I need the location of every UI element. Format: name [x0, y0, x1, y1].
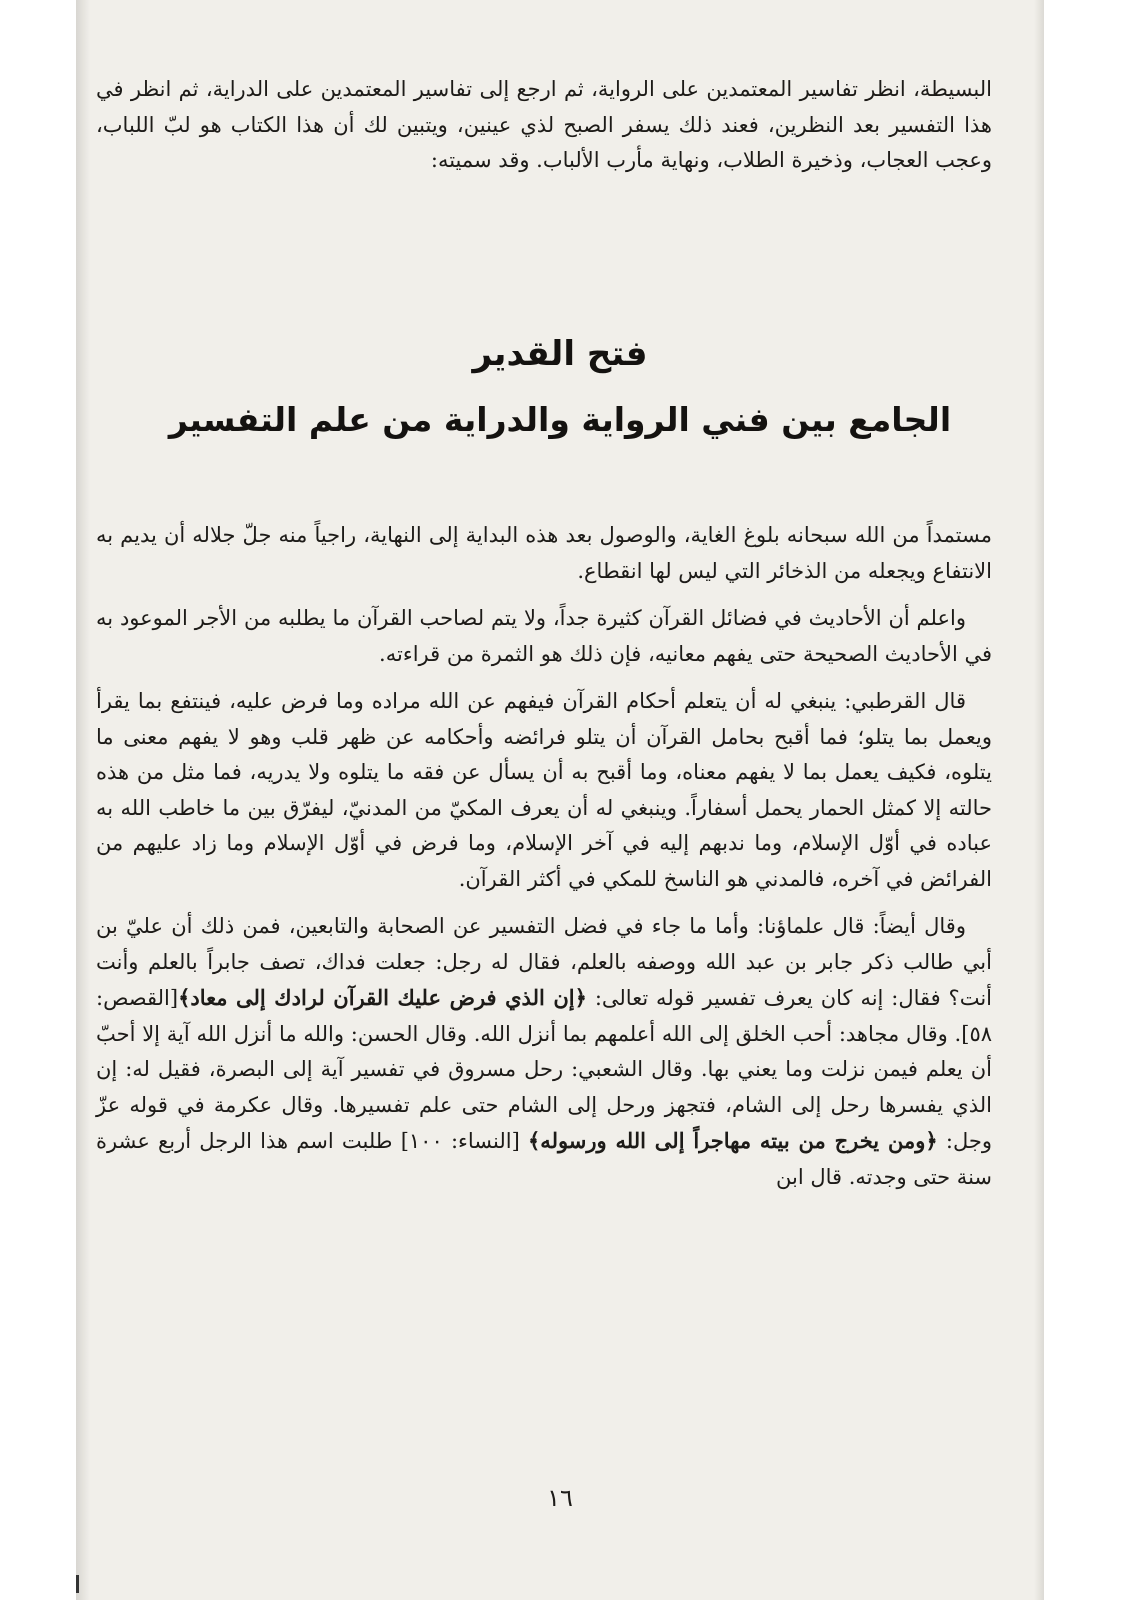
intro-text: [96, 72, 992, 179]
title-block: [76, 330, 1044, 444]
paragraph-opening: مستمداً من الله سبحانه بلوغ الغاية، والوصول بعد هذه البداية إلى النهاية، راجياً منه جلّ جلاله أن يديم به الانتفاع ويجعله من الذخائر التي ليس لها انقطاع.: [96, 523, 992, 583]
scan-edge-mark: [76, 1575, 79, 1593]
paragraph-virtues: واعلم أن الأحاديث في فضائل القرآن كثيرة جداً، ولا يتم لصاحب القرآن ما يطلبه من الأجر الموعود به في الأحاديث الصحيحة حتى يفهم معانيه، فإن ذلك هو الثمرة من قراءته.: [96, 606, 992, 666]
top-paragraph: البسيطة، انظر تفاسير المعتمدين على الرواية، ثم ارجع إلى تفاسير المعتمدين على الدراية، ثم انظر في هذا التفسير بعد النظرين، فعند ذلك يسفر الصبح لذي عينين، ويتبين لك أن هذا الكتاب هو لبّ اللباب، وعجب العجاب، وذخيرة الطلاب، ونهاية مأرب الألباب. وقد سميته:: [96, 77, 992, 172]
book-subtitle: الجامع بين فني الرواية والدراية من علم التفسير: [168, 400, 952, 439]
book-page: [76, 0, 1044, 1600]
page-number: ١٦: [547, 1484, 573, 1512]
paragraph-scholars-part3: [النساء: ١٠٠] طلبت اسم هذا الرجل أربع عشرة سنة حتى وجدته. قال ابن: [96, 1129, 992, 1189]
paragraph-qurtubi: قال القرطبي: ينبغي له أن يتعلم أحكام القرآن فيفهم عن الله مراده وما فرض عليه، فينتفع بما يقرأ ويعمل بما يتلو؛ فما أقبح بحامل القرآن أن يتلو فرائضه وأحكامه عن ظهر قلب وهو لا يفهم معنى ما يتلوه، فكيف يعمل بما لا يفهم معناه، وما أقبح به أن يسأل عن فقه ما يتلوه ولا يدريه، فما مثل من هذه حالته إلا كمثل الحمار يحمل أسفاراً. وينبغي له أن يعرف المكيّ من المدنيّ، ليفرّق بين ما خاطب الله به عباده في أوّل الإسلام، وما ندبهم إليه في آخر الإسلام، وما فرض في أوّل الإسلام وما زاد عليهم من الفرائض في آخره، فالمدني هو الناسخ للمكي في أكثر القرآن.: [96, 689, 992, 891]
paragraph-scholars-part1: وقال أيضاً: قال علماؤنا: وأما ما جاء في فضل التفسير عن الصحابة والتابعين، فمن ذلك أن عليّ بن أبي طالب ذكر جابر بن عبد الله ووصفه بالعلم، فقال له رجل: جعلت فداك، تصف جابراً بالعلم وأنت أنت؟ فقال: إنه كان يعرف تفسير قوله تعالى:: [96, 914, 993, 1010]
quran-verse-qasas: ﴿إن الذي فرض عليك القرآن لرادك إلى معاد﴾: [178, 985, 587, 1010]
paragraph-scholars-part2: [القصص: ٥٨]. وقال مجاهد: أحب الخلق إلى الله أعلمهم بما أنزل الله. وقال الحسن: والله ما أنزل الله آية إلا أحبّ أن يعلم فيمن نزلت وما يعني بها. وقال الشعبي: رحل مسروق في تفسير آية إلى البصرة، فقيل له: إن الذي يفسرها رحل إلى الشام، فتجهز ورحل إلى الشام حتى علم تفسيرها. وقال عكرمة في قوله عزّ وجل:: [96, 986, 992, 1153]
paragraph-scholars: [96, 909, 992, 1195]
quran-verse-nisa: ﴿ومن يخرج من بيته مهاجراً إلى الله ورسوله﴾: [528, 1128, 938, 1153]
book-title: فتح القدير: [472, 334, 648, 374]
body-text: [96, 518, 992, 1195]
